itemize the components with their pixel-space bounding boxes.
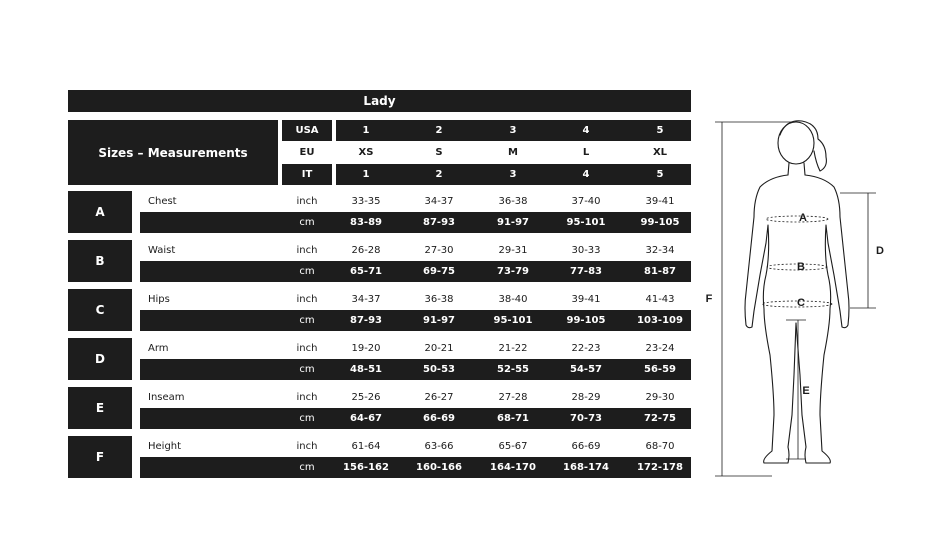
measurement-letter-b: B	[68, 240, 132, 282]
measurement-value: 91-97	[423, 315, 455, 326]
measurement-value: 73-79	[497, 266, 529, 277]
measurement-row-cm	[140, 408, 691, 429]
it-size-cell: 2	[435, 169, 443, 180]
measurement-name: Waist	[148, 245, 176, 256]
measurement-value: 34-37	[424, 196, 454, 207]
usa-size-cell: 1	[362, 125, 370, 136]
measurement-value: 39-41	[645, 196, 675, 207]
it-size-cell: 5	[656, 169, 664, 180]
measurement-value: 26-27	[424, 392, 454, 403]
measurement-value: 23-24	[645, 343, 675, 354]
it-size-row	[336, 164, 691, 185]
measurement-value: 19-20	[351, 343, 381, 354]
measurement-value: 34-37	[351, 294, 381, 305]
measurement-value: 33-35	[351, 196, 381, 207]
unit-label: inch	[296, 392, 318, 403]
measurement-letter-f: F	[68, 436, 132, 478]
measurement-value: 168-174	[563, 462, 609, 473]
figure-label-e: E	[802, 385, 810, 397]
measurement-value: 30-33	[571, 245, 601, 256]
measurement-value: 68-71	[497, 413, 529, 424]
arm-guide	[840, 193, 876, 308]
measurement-value: 70-73	[570, 413, 602, 424]
measurement-value: 156-162	[343, 462, 389, 473]
measurement-row-inch	[140, 191, 691, 212]
eu-system-label: EU	[282, 142, 332, 163]
measurement-value: 36-38	[424, 294, 454, 305]
measurement-value: 29-31	[498, 245, 528, 256]
measurement-value: 20-21	[424, 343, 454, 354]
measurement-value: 68-70	[645, 441, 675, 452]
measurement-row-inch	[140, 436, 691, 457]
measurement-value: 77-83	[570, 266, 602, 277]
measurement-value: 99-105	[640, 217, 680, 228]
measurement-value: 66-69	[423, 413, 455, 424]
measurement-row-cm	[140, 359, 691, 380]
usa-size-cell: 3	[509, 125, 517, 136]
eu-size-cell: XL	[652, 147, 668, 158]
measurement-value: 66-69	[571, 441, 601, 452]
measurement-value: 63-66	[424, 441, 454, 452]
usa-size-cell: 2	[435, 125, 443, 136]
measurement-value: 21-22	[498, 343, 528, 354]
unit-label: cm	[299, 315, 315, 326]
measurement-value: 32-34	[645, 245, 675, 256]
unit-label: cm	[299, 266, 315, 277]
measurement-value: 38-40	[498, 294, 528, 305]
it-size-cell: 1	[362, 169, 370, 180]
it-system-label: IT	[282, 164, 332, 185]
eu-size-cell: S	[435, 147, 443, 158]
measurement-value: 36-38	[498, 196, 528, 207]
measurement-value: 27-28	[498, 392, 528, 403]
measurement-name: Hips	[148, 294, 170, 305]
chest-guide	[766, 216, 828, 222]
measurement-value: 28-29	[571, 392, 601, 403]
measurement-value: 37-40	[571, 196, 601, 207]
body-measurement-figure	[700, 115, 900, 495]
unit-label: inch	[296, 245, 318, 256]
measurement-row-cm	[140, 212, 691, 233]
measurement-row-cm	[140, 310, 691, 331]
measurement-value: 91-97	[497, 217, 529, 228]
measurement-row-inch	[140, 338, 691, 359]
measurement-value: 72-75	[644, 413, 676, 424]
figure-label-f: F	[705, 293, 713, 305]
unit-label: cm	[299, 217, 315, 228]
measurement-value: 41-43	[645, 294, 675, 305]
measurement-value: 25-26	[351, 392, 381, 403]
usa-system-label: USA	[282, 120, 332, 141]
measurement-value: 103-109	[637, 315, 683, 326]
measurement-value: 54-57	[570, 364, 602, 375]
height-guide	[715, 122, 792, 476]
unit-label: cm	[299, 364, 315, 375]
measurement-value: 29-30	[645, 392, 675, 403]
figure-label-c: C	[797, 297, 805, 309]
measurement-row-inch	[140, 289, 691, 310]
measurement-value: 61-64	[351, 441, 381, 452]
unit-label: inch	[296, 294, 318, 305]
measurement-value: 99-105	[566, 315, 606, 326]
measurement-value: 65-67	[498, 441, 528, 452]
measurement-value: 27-30	[424, 245, 454, 256]
usa-size-cell: 5	[656, 125, 664, 136]
measurement-value: 172-178	[637, 462, 683, 473]
unit-label: inch	[296, 196, 318, 207]
measurement-value: 50-53	[423, 364, 455, 375]
woman-silhouette	[745, 121, 849, 463]
measurement-value: 26-28	[351, 245, 381, 256]
measurement-value: 164-170	[490, 462, 536, 473]
eu-size-cell: L	[582, 147, 590, 158]
measurement-value: 160-166	[416, 462, 462, 473]
measurement-value: 48-51	[350, 364, 382, 375]
usa-size-row	[336, 120, 691, 141]
unit-label: inch	[296, 441, 318, 452]
unit-label: cm	[299, 413, 315, 424]
chart-title: Lady	[68, 90, 691, 112]
measurement-value: 22-23	[571, 343, 601, 354]
unit-label: cm	[299, 462, 315, 473]
measurement-row-inch	[140, 387, 691, 408]
it-size-cell: 4	[582, 169, 590, 180]
measurement-value: 87-93	[423, 217, 455, 228]
eu-size-row	[336, 142, 691, 163]
measurement-value: 52-55	[497, 364, 529, 375]
measurement-value: 87-93	[350, 315, 382, 326]
measurement-value: 65-71	[350, 266, 382, 277]
measurement-value: 39-41	[571, 294, 601, 305]
measurement-letter-d: D	[68, 338, 132, 380]
measurement-row-cm	[140, 457, 691, 478]
figure-label-d: D	[876, 245, 884, 257]
figure-label-b: B	[797, 261, 805, 273]
measurement-row-inch	[140, 240, 691, 261]
measurement-value: 56-59	[644, 364, 676, 375]
measurement-value: 83-89	[350, 217, 382, 228]
figure-label-a: A	[799, 212, 807, 224]
measurement-name: Height	[148, 441, 182, 452]
measurement-value: 64-67	[350, 413, 382, 424]
measurement-letter-e: E	[68, 387, 132, 429]
measurement-name: Chest	[148, 196, 177, 207]
unit-label: inch	[296, 343, 318, 354]
it-size-cell: 3	[509, 169, 517, 180]
measurement-letter-c: C	[68, 289, 132, 331]
measurement-name: Inseam	[148, 392, 185, 403]
measurement-value: 95-101	[493, 315, 533, 326]
eu-size-cell: XS	[358, 147, 374, 158]
eu-size-cell: M	[508, 147, 518, 158]
usa-size-cell: 4	[582, 125, 590, 136]
measurement-value: 95-101	[566, 217, 606, 228]
measurement-value: 69-75	[423, 266, 455, 277]
measurement-name: Arm	[148, 343, 169, 354]
measurement-value: 81-87	[644, 266, 676, 277]
measurement-row-cm	[140, 261, 691, 282]
measurement-letter-a: A	[68, 191, 132, 233]
sizes-measurements-label: Sizes – Measurements	[68, 120, 278, 185]
